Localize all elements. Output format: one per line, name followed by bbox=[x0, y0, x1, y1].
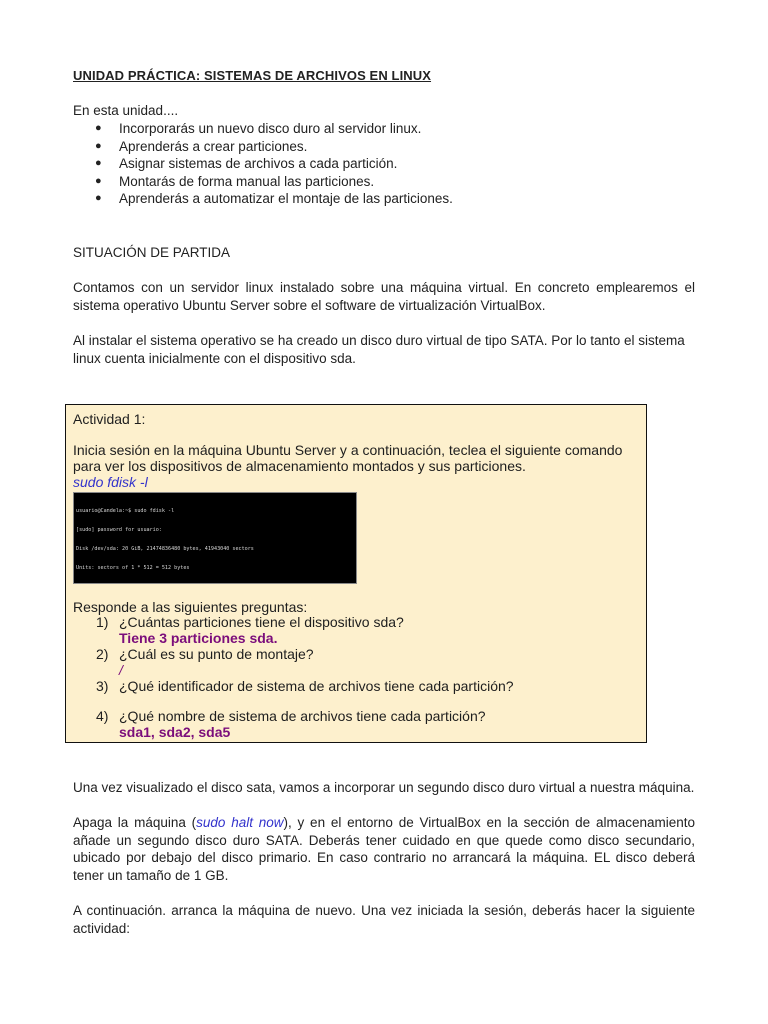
bullet-icon: ● bbox=[95, 192, 102, 204]
question-item: 3) ¿Qué identificador de sistema de archivos tiene cada partición? bbox=[73, 678, 633, 708]
list-item: ● Aprenderás a automatizar el montaje de las particiones. bbox=[95, 191, 453, 206]
bullet-icon: ● bbox=[95, 157, 102, 169]
answer-text: / bbox=[119, 662, 123, 678]
command-inline: sudo halt now bbox=[196, 815, 284, 830]
command-text: sudo fdisk -l bbox=[73, 474, 148, 490]
activity-instruction: Inicia sesión en la máquina Ubuntu Server y a continuación, teclea el siguiente comando para ver los dispositivos de almacenamiento montados y sus particiones. bbox=[73, 442, 623, 474]
activity-box bbox=[65, 404, 647, 743]
paragraph-shutdown: Apaga la máquina (sudo halt now), y en el entorno de VirtualBox en la sección de almacenamiento añade un segundo disco duro SATA. Deberás tener cuidado en que quede como disco secundario, ubicado por debajo del disco primario. En caso contrario no arrancará la máquina. EL disco deberá tener un tamaño de 1 GB. bbox=[73, 815, 696, 883]
section-heading: SITUACIÓN DE PARTIDA bbox=[73, 245, 231, 260]
question-text: ¿Qué nombre de sistema de archivos tiene cada partición? bbox=[119, 708, 486, 724]
paragraph-second-disk: Una vez visualizado el disco sata, vamos a incorporar un segundo disco duro virtual a nuestra máquina. bbox=[73, 780, 695, 795]
bullet-icon: ● bbox=[95, 174, 102, 187]
question-item: 1) ¿Cuántas particiones tiene el dispositivo sda? Tiene 3 particiones sda. bbox=[73, 614, 633, 646]
answer-text: sda1, sda2, sda5 bbox=[119, 724, 231, 740]
paragraph-restart: A continuación. arranca la máquina de nuevo. Una vez iniciada la sesión, deberás hacer la siguiente actividad: bbox=[73, 903, 695, 936]
bullet-icon: ● bbox=[95, 122, 102, 134]
terminal-line: [sudo] password for usuario: bbox=[76, 527, 162, 534]
question-text: ¿Qué identificador de sistema de archivos tiene cada partición? bbox=[119, 678, 514, 694]
questions-intro: Responde a las siguientes preguntas: bbox=[73, 599, 308, 615]
question-text: ¿Cuántas particiones tiene el dispositivo sda? bbox=[119, 614, 404, 630]
intro-text: En esta unidad.... bbox=[73, 103, 179, 118]
question-item: 4) ¿Qué nombre de sistema de archivos tiene cada partición? sda1, sda2, sda5 bbox=[73, 708, 633, 740]
answer-text: Tiene 3 particiones sda. bbox=[119, 630, 278, 646]
page-title: UNIDAD PRÁCTICA: SISTEMAS DE ARCHIVOS EN LINUX bbox=[73, 68, 432, 83]
list-item: ● Aprenderás a crear particiones. bbox=[95, 138, 308, 154]
question-text: ¿Cuál es su punto de montaje? bbox=[119, 646, 314, 662]
list-item: ● Incorporarás un nuevo disco duro al servidor linux. bbox=[95, 121, 422, 136]
objectives-list bbox=[73, 120, 453, 208]
bullet-icon: ● bbox=[95, 139, 102, 152]
terminal-line: usuario@Candela:~$ sudo fdisk -l bbox=[76, 507, 175, 514]
question-item: 2) ¿Cuál es su punto de montaje? / bbox=[73, 646, 633, 678]
terminal-line: Disk /dev/sda: 20 GiB, 21474836480 bytes, 41943040 sectors bbox=[76, 546, 254, 553]
list-item: ● Montarás de forma manual las particiones. bbox=[95, 173, 375, 189]
answer-text bbox=[119, 694, 633, 708]
terminal-line: Units: sectors of 1 * 512 = 512 bytes bbox=[76, 565, 190, 572]
terminal-screenshot bbox=[73, 492, 357, 584]
paragraph-sda: Al instalar el sistema operativo se ha creado un disco duro virtual de tipo SATA. Por lo tanto el sistema linux cuenta inicialmente con el dispositivo sda. bbox=[73, 333, 685, 366]
list-item: ● Asignar sistemas de archivos a cada partición. bbox=[95, 156, 398, 171]
paragraph-context: Contamos con un servidor linux instalado sobre una máquina virtual. En concreto emplearemos el sistema operativo Ubuntu Server sobre el software de virtualización VirtualBox. bbox=[73, 280, 695, 313]
questions-list bbox=[73, 614, 633, 740]
activity-heading: Actividad 1: bbox=[73, 411, 146, 427]
